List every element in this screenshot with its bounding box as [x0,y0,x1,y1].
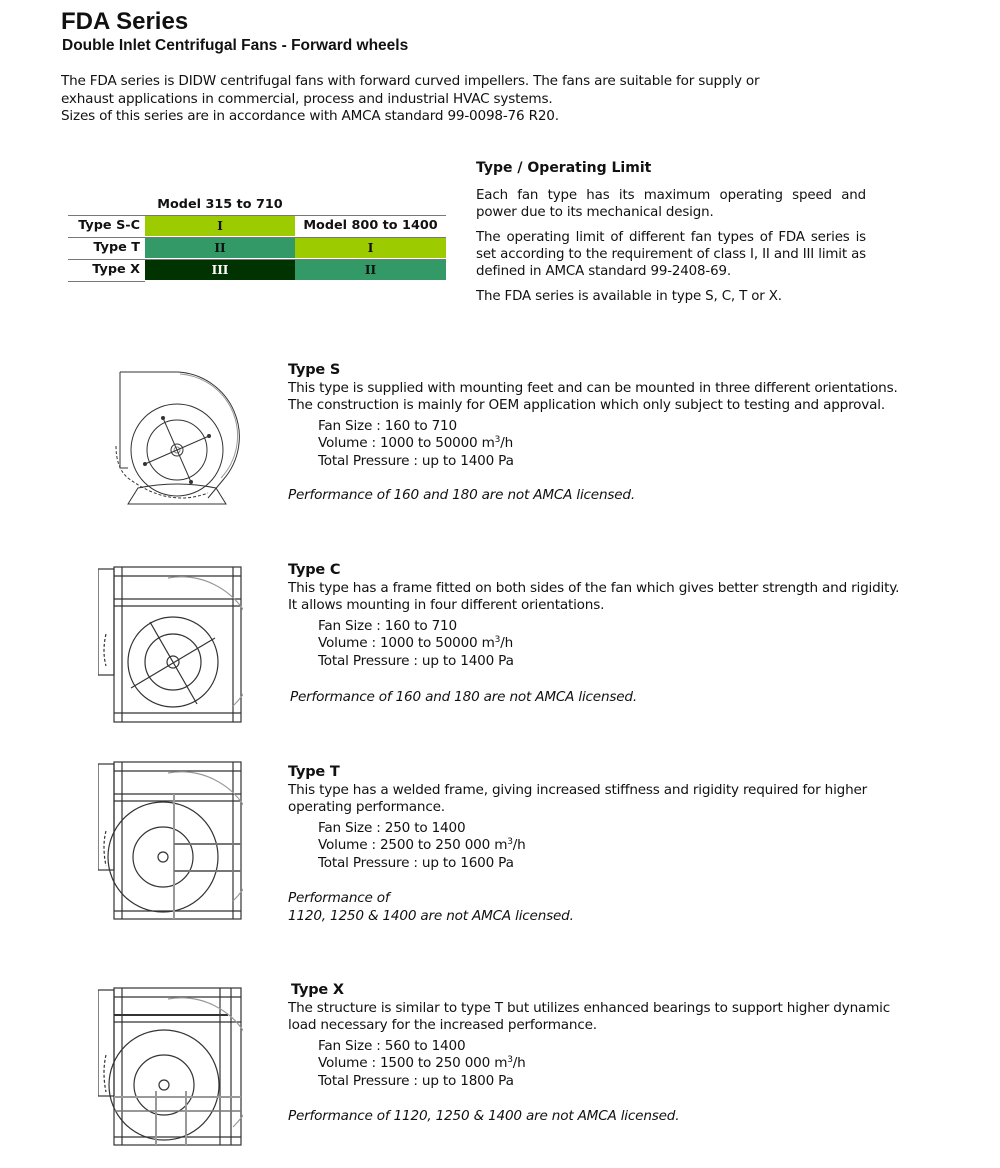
intro-line: The FDA series is DIDW centrifugal fans with forward curved impellers. The fans are suitable for supply or [61,73,760,89]
intro-line: Sizes of this series are in accordance with AMCA standard 99-0098-76 R20. [61,108,559,124]
fan-type-s-drawing-icon [108,368,248,513]
section-heading: Type / Operating Limit [476,160,652,176]
type-description-line: load necessary for the increased performance. [288,1017,597,1033]
table-row-type-x [68,259,446,280]
table-row-type-s-c [68,215,446,236]
volume-spec: Volume : 1500 to 250 000 $m^3/h$ [318,1055,526,1071]
licensing-note: Performance of 160 and 180 are not AMCA licensed. [288,487,635,503]
column-header-model-800-1400: Model 800 to 1400 [295,216,446,236]
paragraph: The operating limit of different fan types of FDA series is set according to the requirement of class I, II and III limit as defined in AMCA standard 99-2408-69. [476,230,866,279]
operating-limit-section [476,160,866,313]
class-cell: II [295,260,446,280]
spec-list [288,1038,888,1091]
column-header-model-315-710: Model 315 to 710 [157,197,283,212]
paragraph: The FDA series is available in type S, C, T or X. [476,289,782,304]
row-label: Type T [93,240,140,255]
class-cell: III [145,260,295,280]
licensing-note: Performance of 1120, 1250 & 1400 are not AMCA licensed. [288,1108,680,1124]
type-description-line: The construction is mainly for OEM application which only subject to testing and approval. [288,397,885,413]
class-cell: I [145,216,295,236]
class-cell: I [295,238,446,258]
volume-spec: Volume : 1000 to 50000 $m^3/h$ [318,435,513,451]
licensing-note: Performance of 160 and 180 are not AMCA licensed. [290,689,637,705]
fan-type-t-drawing-icon [98,761,243,921]
type-description-line: This type has a frame fitted on both sides of the fan which gives better strength and rigidity. [288,579,900,596]
type-title: Type X [291,982,344,998]
type-description-line: It allows mounting in four different orientations. [288,597,605,613]
type-t-section [288,764,888,925]
licensing-note: 1120, 1250 & 1400 are not AMCA licensed. [288,907,574,924]
type-x-section [288,982,891,1126]
page-title: FDA Series [61,8,189,35]
type-description-line: The structure is similar to type T but utilizes enhanced bearings to support higher dynamic [288,999,891,1016]
spec-list [288,618,888,671]
type-description-line: This type has a welded frame, giving increased stiffness and rigidity required for higher [288,781,868,798]
spec-list [288,820,888,873]
intro-line: exhaust applications in commercial, process and industrial HVAC systems. [61,90,553,107]
intro-paragraph [61,73,759,126]
fan-size-spec: Fan Size : 160 to 710 [318,617,457,634]
table-divider [68,281,145,282]
pressure-spec: Total Pressure : up to 1400 Pa [318,652,514,669]
page-subtitle: Double Inlet Centrifugal Fans - Forward wheels [62,37,409,54]
table-row-type-t [68,237,446,258]
pressure-spec: Total Pressure : up to 1600 Pa [318,854,514,871]
class-cell: II [145,238,295,258]
type-title: Type S [288,362,341,378]
type-description-line: operating performance. [288,799,445,815]
fan-type-x-drawing-icon [98,987,243,1147]
volume-spec: Volume : 1000 to 50000 $m^3/h$ [318,635,513,651]
licensing-note: Performance of [288,890,390,906]
row-label: Type X [92,262,140,277]
fan-type-c-drawing-icon [98,566,243,726]
fan-size-spec: Fan Size : 250 to 1400 [318,819,466,836]
type-title: Type T [288,764,340,780]
type-s-section [288,362,898,505]
type-c-section [288,562,900,707]
pressure-spec: Total Pressure : up to 1800 Pa [318,1072,514,1089]
spec-list [288,418,888,471]
pressure-spec: Total Pressure : up to 1400 Pa [318,452,514,469]
type-title: Type C [288,562,341,578]
type-description-line: This type is supplied with mounting feet and can be mounted in three different orientations. [288,379,898,396]
fan-size-spec: Fan Size : 160 to 710 [318,417,457,434]
paragraph: Each fan type has its maximum operating speed and power due to its mechanical design. [476,188,866,220]
fan-size-spec: Fan Size : 560 to 1400 [318,1037,466,1054]
row-label: Type S-C [78,218,140,233]
volume-spec: Volume : 2500 to 250 000 $m^3/h$ [318,837,526,853]
